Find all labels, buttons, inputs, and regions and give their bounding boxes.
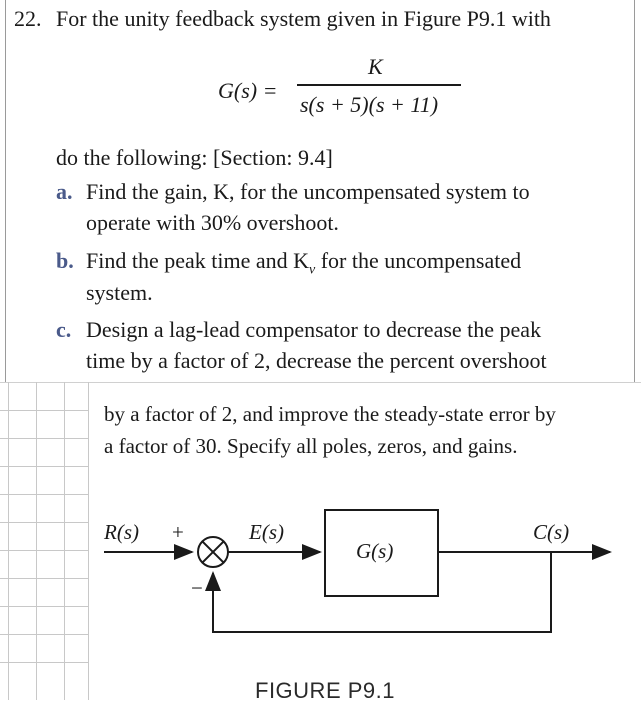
part-b-letter: b. <box>56 248 74 273</box>
grid-line <box>0 438 88 439</box>
part-a-line1: Find the gain, K, for the uncompensated system to <box>86 179 530 204</box>
output-label: C(s) <box>533 520 570 544</box>
continuation-line2: a factor of 30. Specify all poles, zeros, and gains. <box>104 434 518 458</box>
instruction-text: do the following: [Section: 9.4] <box>56 145 333 170</box>
figure-caption: FIGURE P9.1 <box>255 678 395 703</box>
part-c-letter: c. <box>56 317 72 342</box>
right-border <box>634 0 635 382</box>
grid-line <box>0 410 88 411</box>
part-b-line1-end: for the uncompensated <box>315 248 522 273</box>
part-c-line2: time by a factor of 2, decrease the percent overshoot <box>86 348 547 373</box>
transfer-function-numerator: K <box>368 54 383 79</box>
part-c-line1: Design a lag-lead compensator to decrease the peak <box>86 317 542 342</box>
minus-sign: − <box>191 576 203 600</box>
transfer-function-lhs: G(s) = <box>218 78 278 103</box>
plus-sign: + <box>172 520 184 544</box>
part-b-line1 <box>86 250 521 277</box>
fraction-bar <box>297 84 461 86</box>
part-a-line2: operate with 30% overshoot. <box>86 210 339 235</box>
left-border <box>5 0 6 382</box>
input-label: R(s) <box>104 520 139 544</box>
part-a-letter: a. <box>56 179 73 204</box>
problem-intro: For the unity feedback system given in Figure P9.1 with <box>56 6 551 31</box>
error-label: E(s) <box>249 520 284 544</box>
part-b-subscript: v <box>309 262 316 278</box>
grid-line <box>0 494 88 495</box>
page-separator <box>0 382 641 383</box>
transfer-function-denominator: s(s + 5)(s + 11) <box>300 92 439 117</box>
continuation-line1: by a factor of 2, and improve the steady-state error by <box>104 402 556 426</box>
block-label: G(s) <box>356 539 394 563</box>
part-b-line2: system. <box>86 280 153 305</box>
problem-number: 22. <box>14 6 42 31</box>
grid-line <box>0 466 88 467</box>
part-b-line1-text: Find the peak time and K <box>86 248 310 273</box>
summing-junction <box>198 537 228 567</box>
